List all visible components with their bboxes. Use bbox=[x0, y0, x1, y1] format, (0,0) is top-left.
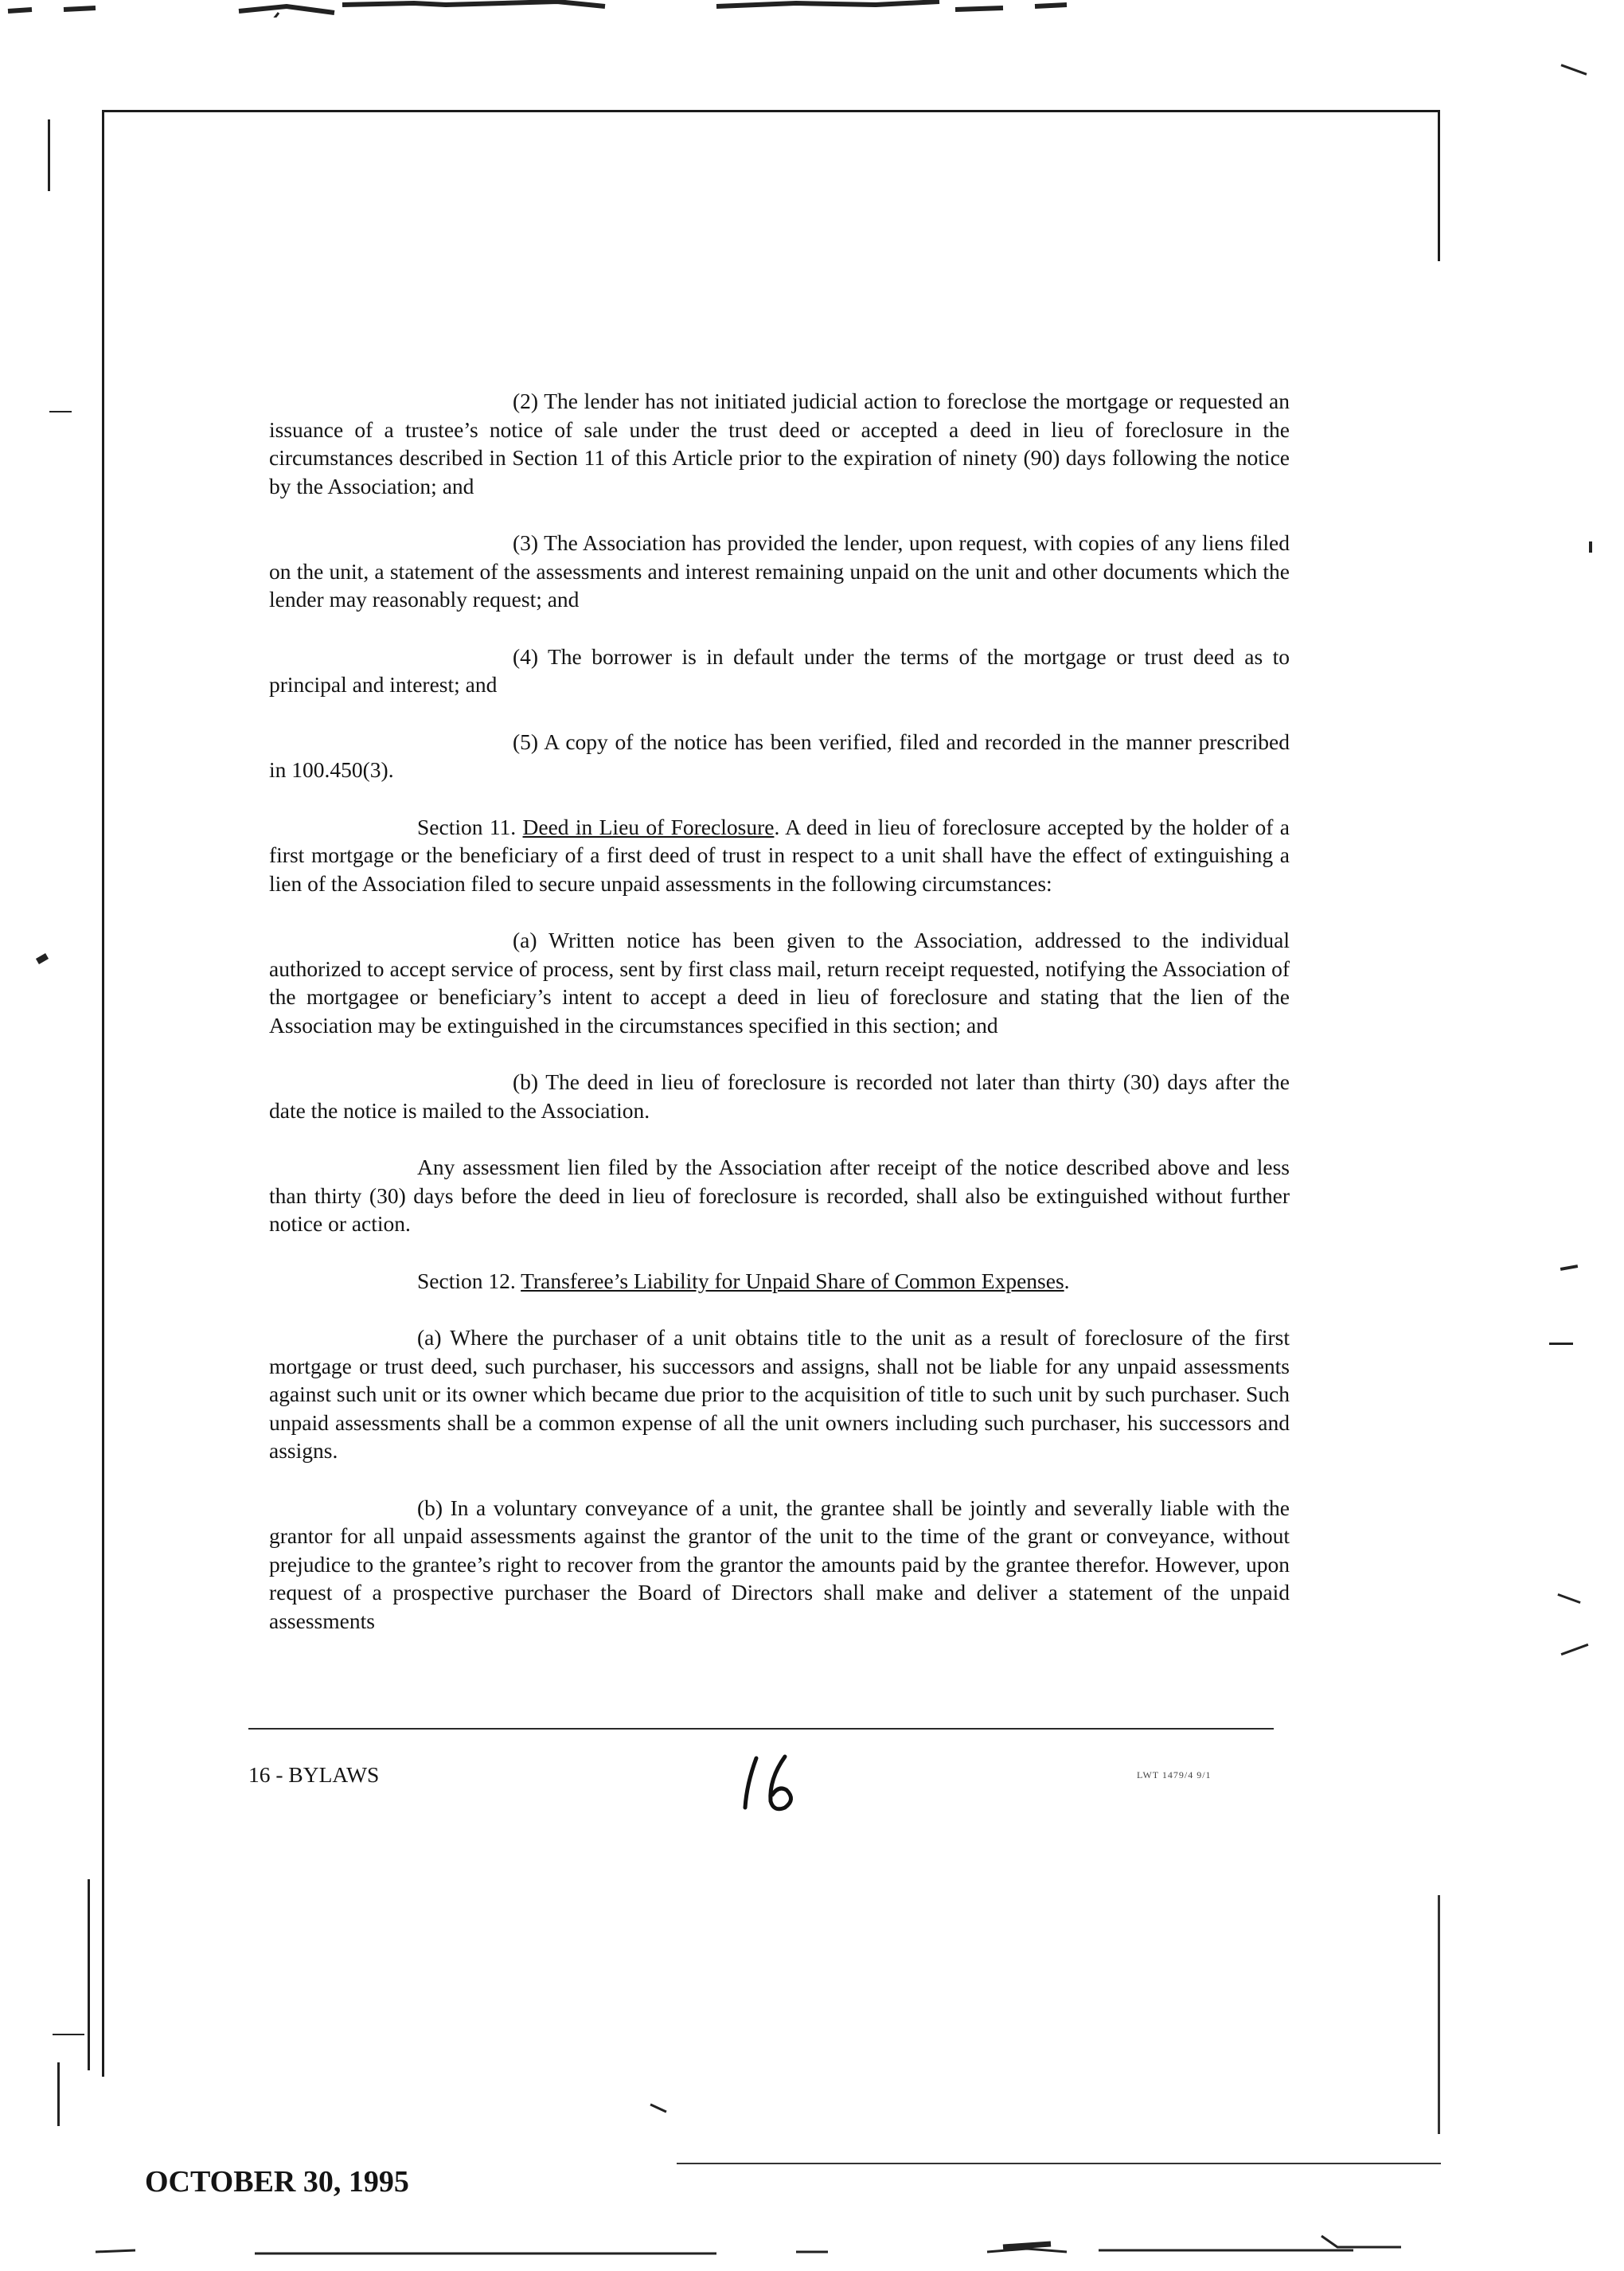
section-11-text: . A deed in lieu of foreclosure accepted by the holder of a first mortgage or the beneficiary of a first deed of trust in respect to a unit shall have the effect of extinguishing a lien of the Association filed to secure unpaid assessments in the following circumstances: bbox=[269, 814, 1290, 896]
section-12-number: Section 12. bbox=[417, 1268, 521, 1293]
page-frame-left bbox=[102, 110, 104, 2077]
paragraph-section-12-b: (b) In a voluntary conveyance of a unit, the grantee shall be jointly and severally liable with the grantor for all unpaid assessments against the grantor of the unit to the time of the grant or conveyance, without prejudice to the grantee’s right to recover from the grantor the amounts paid by the grantee therefor. However, upon request of a prospective purchaser the Board of Directors shall make and deliver a statement of the unpaid assessments bbox=[269, 1495, 1290, 1633]
scan-speck bbox=[1549, 1343, 1573, 1345]
scan-speck bbox=[1561, 64, 1587, 75]
paragraph-section-12-a: (a) Where the purchaser of a unit obtains title to the unit as a result of foreclosure of the first mortgage or trust deed, such purchaser, his successors and assigns, shall not be liable for any unpaid assessments against such unit or its owner which became due prior to the acquisition of title to such unit by such purchaser. Such unpaid assessments shall be a common expense of all the unit owners including such purchaser, his successors and assigns. bbox=[269, 1325, 1290, 1463]
paragraph-condition-5: (5) A copy of the notice has been verified, filed and recorded in the manner prescribed in 100.450(3). bbox=[269, 729, 1290, 782]
page-frame-bottom bbox=[677, 2163, 1441, 2164]
paragraph-condition-2: (2) The lender has not initiated judicial action to foreclose the mortgage or requested an issuance of a trustee’s notice of sale under the trust deed or accepted a deed in lieu of foreclosure in the circumstances described in Section 11 of this Article prior to the expiration of ninety (90) days following the notice by the Association; and bbox=[269, 389, 1290, 498]
scan-speck bbox=[88, 1879, 90, 2070]
scan-edge-artifact-bottom bbox=[0, 2230, 1624, 2271]
handwritten-page-number bbox=[732, 1752, 812, 1816]
scan-speck bbox=[1561, 1644, 1589, 1655]
scan-speck bbox=[36, 953, 49, 964]
scan-speck bbox=[1589, 541, 1592, 553]
scan-speck bbox=[1557, 1593, 1580, 1604]
section-12-heading: Transferee’s Liability for Unpaid Share of Common Expenses bbox=[521, 1268, 1064, 1293]
footer-page-label: 16 - BYLAWS bbox=[248, 1762, 380, 1787]
paragraph-section-11-b: (b) The deed in lieu of foreclosure is recorded not later than thirty (30) days after the date the notice is mailed to the Association. bbox=[269, 1069, 1290, 1123]
page-frame-top bbox=[102, 110, 1439, 112]
paragraph-condition-3: (3) The Association has provided the lender, upon request, with copies of any liens filed on the unit, a statement of the assessments and interest remaining unpaid on the unit and other documents which the lender may reasonably request; and bbox=[269, 530, 1290, 612]
footer-document-code: LWT 1479/4 9/1 bbox=[1137, 1769, 1212, 1780]
section-12-text: . bbox=[1064, 1268, 1070, 1293]
section-11-heading: Deed in Lieu of Foreclosure bbox=[522, 814, 775, 839]
scan-speck bbox=[49, 411, 72, 412]
page-frame-right-lower bbox=[1438, 1895, 1440, 2134]
paragraph-section-11-a: (a) Written notice has been given to the Association, addressed to the individual authorized to accept service of process, sent by first class mail, return receipt requested, notifying the Association of the mortgagee or beneficiary’s intent to accept a deed in lieu of foreclosure and stating that the lien of the Association may be extinguished in the circumstances specified in this section; and bbox=[269, 928, 1290, 1038]
date-stamp: OCTOBER 30, 1995 bbox=[145, 2165, 409, 2199]
page-frame-right bbox=[1438, 110, 1440, 261]
scan-edge-artifact-top bbox=[0, 0, 1624, 18]
section-11-number: Section 11. bbox=[417, 814, 523, 839]
scan-speck bbox=[650, 2103, 666, 2113]
document-body bbox=[269, 387, 1290, 1663]
footer-rule bbox=[248, 1728, 1274, 1730]
paragraph-section-12 bbox=[269, 1267, 1290, 1296]
paragraph-condition-4: (4) The borrower is in default under the terms of the mortgage or trust deed as to principal and interest; and bbox=[269, 643, 1290, 697]
scan-speck bbox=[57, 2062, 60, 2126]
paragraph-section-11 bbox=[269, 813, 1290, 898]
scan-speck bbox=[48, 119, 50, 191]
paragraph-assessment-lien: Any assessment lien filed by the Association after receipt of the notice described above and less than thirty (30) days before the deed in lieu of foreclosure is recorded, shall also be extinguished without further notice or action. bbox=[269, 1155, 1290, 1236]
scan-speck bbox=[53, 2034, 84, 2035]
scan-speck bbox=[1560, 1264, 1578, 1271]
